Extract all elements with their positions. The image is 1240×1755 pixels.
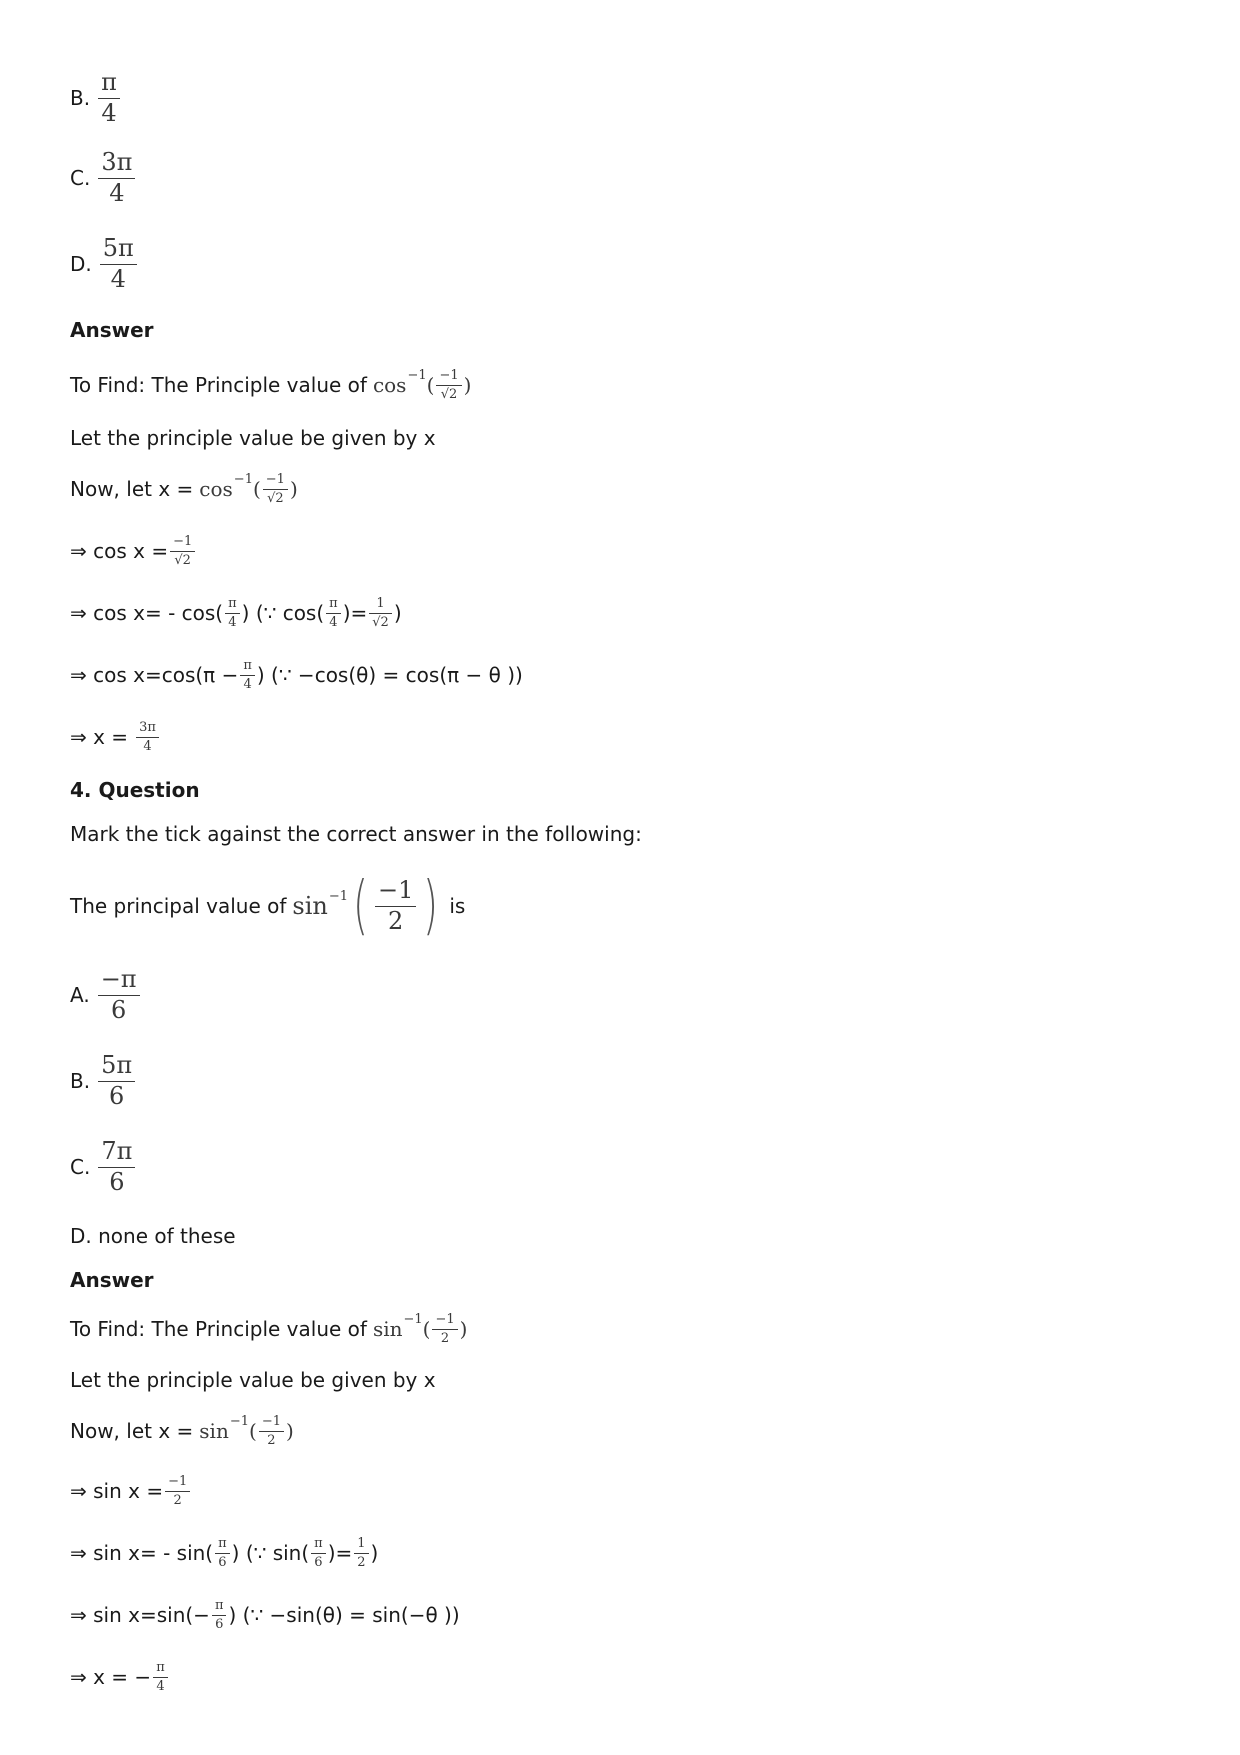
option-b-prev[interactable] xyxy=(70,68,122,128)
answer-heading: Answer xyxy=(70,1268,154,1292)
let-text: Let the principle value be given by x xyxy=(70,1368,436,1392)
step-4: ⇒ x = − π 4 xyxy=(70,1654,170,1700)
option-fraction: 5π 4 xyxy=(100,236,137,291)
step-2: ⇒ sin x= - sin( π 6 ) (∵ sin( π 6 )= 1 2 ) xyxy=(70,1535,379,1570)
step-1-prev: ⇒ cos x = −1 √2 xyxy=(70,528,197,574)
question-heading: 4. Question xyxy=(70,778,200,802)
to-find: To Find: The Principle value of sin −1 ( −1 2 ) xyxy=(70,1311,468,1346)
option-c[interactable]: C. 7π 6 xyxy=(70,1134,137,1200)
option-d-prev[interactable] xyxy=(70,234,139,294)
option-label: C. xyxy=(70,1155,91,1179)
option-label: C. xyxy=(70,166,91,190)
question-stem: The principal value of sin −1 ( −1 2 ) is xyxy=(70,869,466,943)
option-d[interactable]: D. none of these xyxy=(70,1224,236,1248)
answer-heading-prev: Answer xyxy=(70,318,154,342)
now-let: Now, let x = sin −1 ( −1 2 ) xyxy=(70,1413,294,1448)
option-fraction: 3π 4 xyxy=(98,150,135,205)
step-1: ⇒ sin x = −1 2 xyxy=(70,1468,192,1514)
option-label: A. xyxy=(70,983,90,1007)
option-b[interactable]: B. 5π 6 xyxy=(70,1048,137,1114)
option-label: D. xyxy=(70,252,92,276)
option-fraction: π 4 xyxy=(98,70,120,125)
option-label: B. xyxy=(70,86,91,110)
step-3-prev: ⇒ cos x=cos(π − π 4 ) (∵ −cos(θ) = cos(π − θ )) xyxy=(70,657,523,692)
let-text-prev: Let the principle value be given by x xyxy=(70,426,436,450)
option-c-prev[interactable] xyxy=(70,148,137,208)
step-2-prev: ⇒ cos x= - cos( π 4 ) (∵ cos( π 4 )= 1 √2 ) xyxy=(70,595,402,630)
question-instruction: Mark the tick against the correct answer in the following: xyxy=(70,822,642,846)
now-let-prev: Now, let x = cos −1 ( −1 √2 ) xyxy=(70,471,298,506)
step-3: ⇒ sin x=sin(− π 6 ) (∵ −sin(θ) = sin(−θ )) xyxy=(70,1597,460,1632)
option-label: B. xyxy=(70,1069,91,1093)
step-4-prev: ⇒ x = 3π 4 xyxy=(70,714,161,760)
to-find-prev: To Find: The Principle value of cos −1 ( −1 √2 ) xyxy=(70,367,472,402)
option-a[interactable]: A. −π 6 xyxy=(70,962,142,1028)
